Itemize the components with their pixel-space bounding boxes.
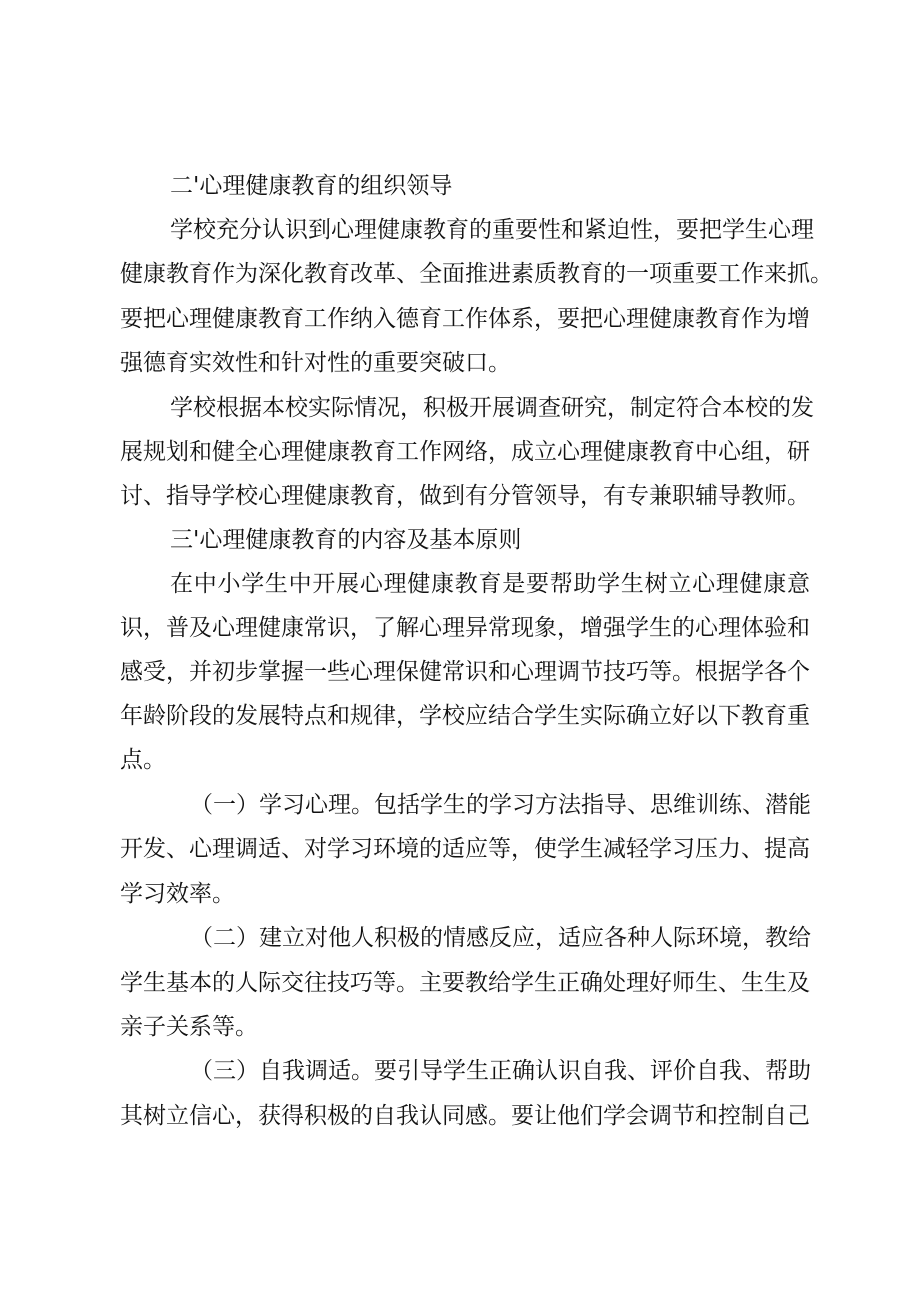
- paragraph-line: 要把心理健康教育工作纳入德育工作体系，要把心理健康教育作为增: [120, 306, 810, 332]
- list-item-line: （一）学习心理。包括学生的学习方法指导、思维训练、潜能: [190, 792, 811, 818]
- section-2-heading: 二'心理健康教育的组织领导: [170, 173, 453, 199]
- list-item-line: 亲子关系等。: [120, 1014, 258, 1040]
- list-item-line: 学习效率。: [120, 881, 235, 907]
- paragraph-line: 讨、指导学校心理健康教育，做到有分管领导，有专兼职辅导教师。: [120, 483, 810, 509]
- list-item-line: 学生基本的人际交往技巧等。主要教给学生正确处理好师生、生生及: [120, 970, 810, 996]
- list-item-line: （二）建立对他人积极的情感反应，适应各种人际环境，教给: [190, 925, 811, 951]
- paragraph-line: 强德育实效性和针对性的重要突破口。: [120, 350, 511, 376]
- paragraph-line: 在中小学生中开展心理健康教育是要帮助学生树立心理健康意: [170, 571, 810, 597]
- paragraph-line: 年龄阶段的发展特点和规律，学校应结合学生实际确立好以下教育重: [120, 703, 810, 729]
- paragraph-line: 识，普及心理健康常识，了解心理异常现象，增强学生的心理体验和: [120, 615, 810, 641]
- list-item-line: （三）自我调适。要引导学生正确认识自我、评价自我、帮助: [190, 1058, 811, 1084]
- paragraph-line: 展规划和健全心理健康教育工作网络，成立心理健康教育中心组，研: [120, 439, 810, 465]
- list-item-line: 开发、心理调适、对学习环境的适应等，使学生减轻学习压力、提高: [120, 836, 810, 862]
- paragraph-line: 健康教育作为深化教育改革、全面推进素质教育的一项重要工作来抓。: [120, 261, 833, 287]
- paragraph-line: 学校根据本校实际情况，积极开展调查研究，制定符合本校的发: [170, 395, 814, 421]
- paragraph-line: 感受，并初步掌握一些心理保健常识和心理调节技巧等。根据学各个: [120, 659, 810, 685]
- paragraph-line: 点。: [120, 747, 166, 773]
- list-item-line: 其树立信心，获得积极的自我认同感。要让他们学会调节和控制自己: [120, 1103, 810, 1129]
- paragraph-line: 学校充分认识到心理健康教育的重要性和紧迫性，要把学生心理: [170, 217, 814, 243]
- section-3-heading: 三'心理健康教育的内容及基本原则: [170, 527, 522, 553]
